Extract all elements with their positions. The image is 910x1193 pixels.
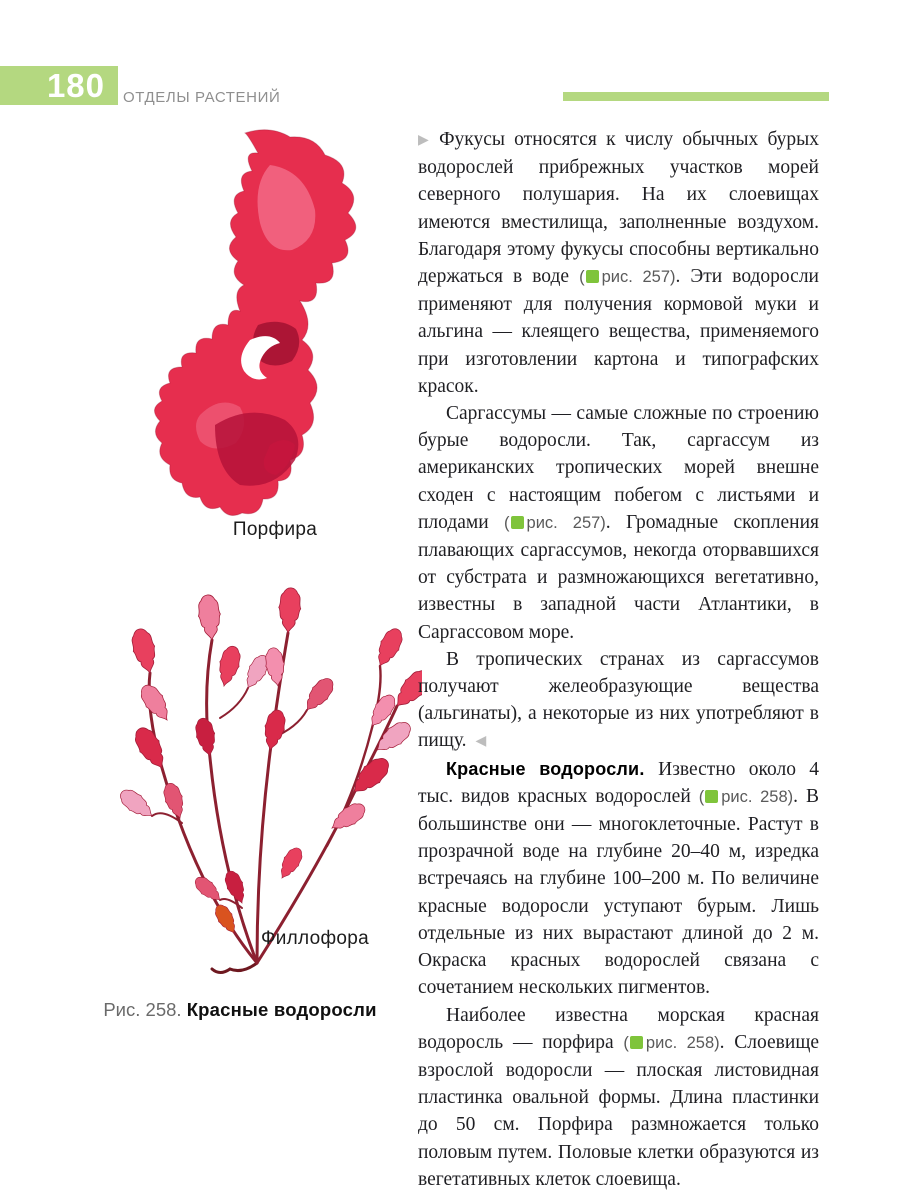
figure-ref-square-icon	[511, 516, 524, 529]
porphyra-blade	[154, 130, 355, 516]
figure-ref-square-icon	[630, 1036, 643, 1049]
phyllophora-stems	[149, 633, 397, 973]
phyllophora-illustration	[92, 578, 422, 978]
figure-caption-number: Рис. 258.	[103, 999, 182, 1020]
porphyra-illustration	[120, 125, 380, 520]
figure-caption	[55, 999, 425, 1021]
figure-reference: ( рис. 258)	[623, 1033, 720, 1052]
body-text-column	[418, 126, 819, 1193]
phyllophora-label: Филлофора	[260, 928, 370, 949]
paragraph-start-marker-icon: ▶	[418, 133, 434, 148]
figure-ref-square-icon	[705, 790, 718, 803]
header-accent-bar	[563, 92, 829, 101]
paragraph: В тропических странах из саргассумов получают желеобразующие вещества (альгинаты), а некоторые из них употребляют в пищу. ◀	[418, 648, 819, 752]
paragraph-end-marker-icon: ◀	[475, 734, 487, 750]
figure-reference: ( рис. 257)	[504, 513, 606, 532]
paragraph: Наиболее известна морская красная водоросль — порфира ( рис. 258). Слоевище взрослой водоросли — плоская листовидная пластинка овальной формы. Длина пластинки до 50 см. Порфира размножается только половым путем. Половые клетки образуются из вегетативных клеток слоевища.	[418, 1004, 819, 1190]
figure-reference: ( рис. 257)	[579, 268, 676, 287]
paragraph-lead-heading: Красные водоросли.	[446, 758, 659, 779]
page-number: 180	[46, 67, 105, 104]
figure-reference: ( рис. 258)	[698, 787, 794, 806]
page-number-box	[0, 66, 118, 105]
chapter-header: ОТДЕЛЫ РАСТЕНИЙ	[123, 89, 281, 106]
paragraph: Саргассумы — самые сложные по строению бурые водоросли. Так, саргассум из американских тропических морей внешне сходен с настоящим побегом с листьями и плодами ( рис. 257). Громадные скопления плавающих саргассумов, некогда оторвавшихся от субстрата и размножающихся вегетативно, известны в западной части Атлантики, в Саргассовом море.	[418, 403, 819, 643]
porphyra-label: Порфира	[232, 519, 318, 540]
paragraph: ▶ Фукусы относятся к числу обычных бурых водорослей прибрежных участков морей северного полушария. На их слоевищах имеются вместилища, заполненные воздухом. Благодаря этому фукусы способны вертикально держаться в воде ( рис. 257). Эти водоросли применяют для получения кормовой муки и альгина — клеящего вещества, применяемого при изготовлении картона и типографских красок.	[418, 129, 819, 397]
paragraph: Красные водоросли. Известно около 4 тыс. видов красных водорослей ( рис. 258). В большинстве они — многоклеточные. Растут в прозрачной воде на глубине 20–40 м, изредка встречаясь на глубине 100–200 м. По величине красные водоросли уступают бурым. Лишь отдельные из них вырастают длиной до 2 м. Окраска красных водорослей связана с сочетанием нескольких пигментов.	[418, 758, 819, 999]
figure-ref-square-icon	[586, 270, 599, 283]
figure-caption-title: Красные водоросли	[186, 999, 377, 1020]
